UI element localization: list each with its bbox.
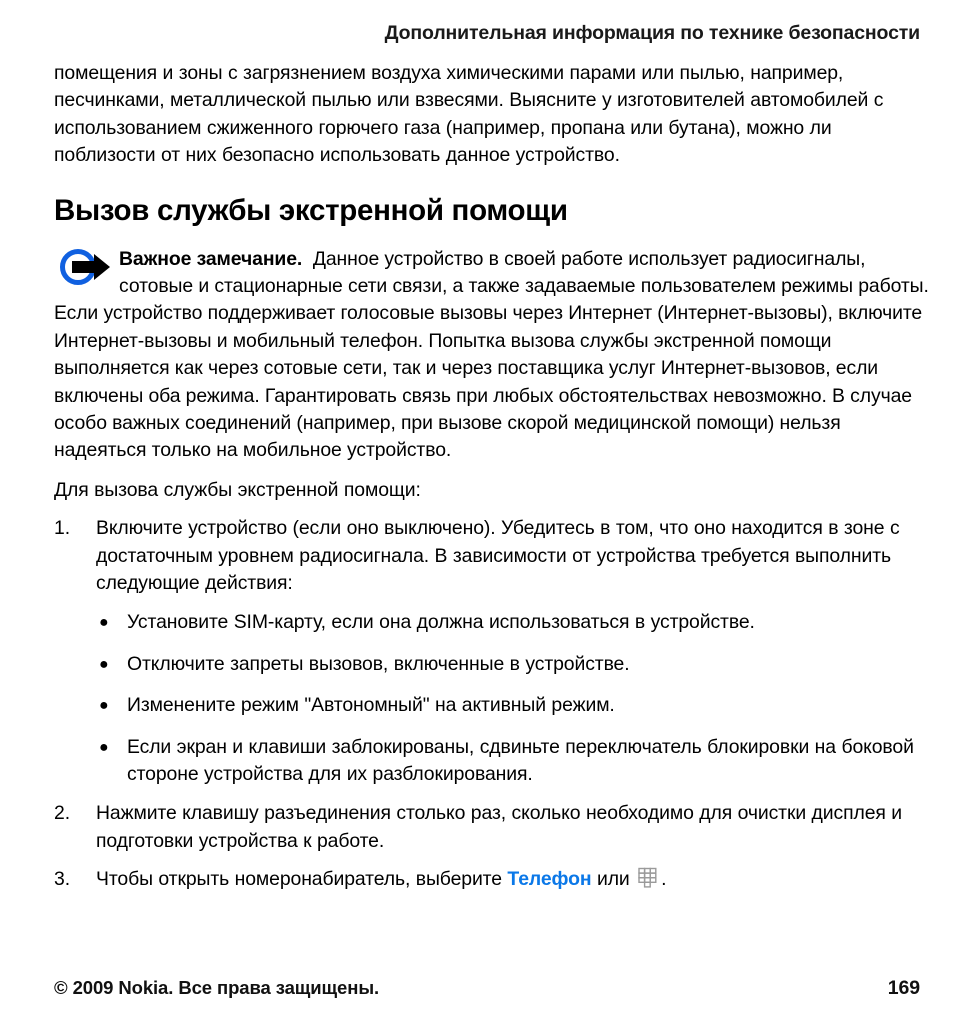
step-item-3 [54, 866, 930, 893]
bullet-dot-icon: ● [99, 697, 109, 715]
bullet-dot-icon: ● [99, 738, 109, 756]
important-note-body: Данное устройство в своей работе использует радиосигналы, сотовые и стационарные сети связи, а также задаваемые пользователем режимы работы. Если устройство поддерживает голосовые вызовы через Интернет (Интернет-вызовы), включите Интернет-вызовы и мобильный телефон. Попытка вызова службы экстренной помощи выполняется как через сотовые сети, так и через поставщика услуг Интернет-вызовов, если включены оба режима. Гарантировать связь при любых обстоятельствах невозможно. В случае особо важных соединений (например, при вызове скорой медицинской помощи) нельзя надеяться только на мобильное устройство. [54, 247, 929, 462]
page-content [54, 60, 930, 905]
section-heading: Вызов службы экстренной помощи [54, 193, 568, 227]
important-note-text [54, 246, 930, 465]
important-note-block [54, 246, 930, 465]
bullet-text: Изменените режим "Автономный" на активный режим. [127, 694, 615, 717]
step-item-2 [54, 800, 930, 855]
page-footer [54, 977, 920, 1000]
step-marker: 1. [54, 517, 71, 540]
important-note-arrow-icon [56, 252, 119, 282]
bullet-text: Отключите запреты вызовов, включенные в устройстве. [127, 652, 630, 675]
step-text: Нажмите клавишу разъединения столько раз, сколько необходимо для очистки дисплея и подготовки устройства к работе. [96, 802, 903, 852]
step-3-text-end: . [661, 868, 667, 891]
step-marker: 3. [54, 868, 71, 891]
list-item [96, 609, 930, 636]
step-text [96, 868, 666, 890]
step-3-text-before-link: Чтобы открыть номеронабиратель, выберите [96, 868, 508, 891]
bullet-dot-icon: ● [99, 655, 109, 673]
bullet-text: Если экран и клавиши заблокированы, сдвиньте переключатель блокировки на боковой стороне устройства для их разблокирования. [127, 735, 914, 786]
list-item [96, 651, 930, 678]
intro-paragraph: помещения и зоны с загрязнением воздуха химическими парами или пылью, например, песчинками, металлической пылью или взвесями. Выясните у изготовителей автомобилей с использованием сжиженного горючего газа (например, пропана или бутана), можно ли поблизости от них безопасно использовать данное устройство. [54, 62, 884, 167]
dialer-keypad-icon[interactable] [638, 867, 660, 889]
page-number: 169 [887, 977, 920, 999]
step-1-bullet-list [96, 609, 930, 788]
list-item [96, 734, 930, 789]
procedure-step-list [54, 515, 930, 893]
step-text: Включите устройство (если оно выключено). Убедитесь в том, что оно находится в зоне с достаточным уровнем радиосигнала. В зависимости от устройства требуется выполнить следующие действия: [96, 517, 900, 595]
bullet-dot-icon: ● [99, 614, 109, 632]
step-item-1 [54, 515, 930, 788]
phone-app-link[interactable]: Телефон [507, 868, 592, 891]
bullet-text: Установите SIM-карту, если она должна использоваться в устройстве. [127, 611, 755, 634]
step-marker: 2. [54, 802, 71, 825]
running-header-title: Дополнительная информация по технике безопасности [384, 22, 920, 44]
step-3-text-after-link: или [591, 868, 636, 891]
procedure-intro: Для вызова службы экстренной помощи: [54, 478, 421, 501]
list-item [96, 692, 930, 719]
important-note-label: Важное замечание. [119, 247, 303, 270]
copyright-notice: © 2009 Nokia. Все права защищены. [54, 977, 380, 998]
